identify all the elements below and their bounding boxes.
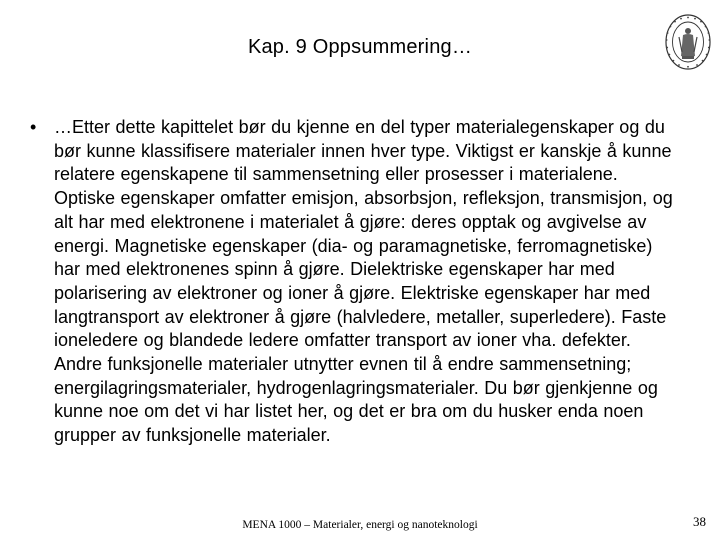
page-number: 38 <box>693 514 706 529</box>
bullet-item <box>30 116 680 448</box>
university-seal-icon <box>664 12 712 72</box>
bullet-text: …Etter dette kapittelet bør du kjenne en del typer materialegenskaper og du bør kunne klassifisere materialer innen hver type. Viktigst er kanskje å kunne relatere egenskapene til sammensetning eller prosesser i materialene. Optiske egenskaper omfatter emisjon, absorbsjon, refleksjon, transmisjon, og alt har med elektronene i materialet å gjøre: deres opptak og avgivelse av energi. Magnetiske egenskaper (dia- og paramagnetiske, ferromagnetiske) har med elektronenes spinn å gjøre. Dielektriske egenskaper har med polarisering av elektroner og ioner å gjøre. Elektriske egenskaper har med langtransport av elektroner å gjøre (halvledere, metaller, superledere). Faste ioneledere og blandede ledere omfatter transport av ioner vha. defekter. Andre funksjonelle materialer utnytter evnen til å endre sammensetning; energilagringsmaterialer, hydrogenlagringsmaterialer. Du bør gjenkjenne og kunne noe om det vi har listet her, og det er bra om du husker enda noen grupper av funksjonelle materialer. <box>54 117 673 446</box>
footer-text: MENA 1000 – Materialer, energi og nanoteknologi <box>242 519 478 531</box>
slide-title: Kap. 9 Oppsummering… <box>247 36 473 58</box>
bullet-marker: • <box>30 117 37 137</box>
